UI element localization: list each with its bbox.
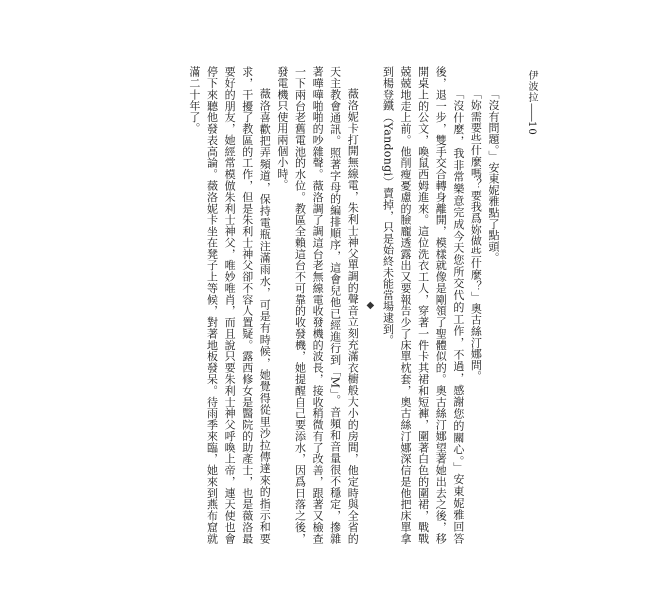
running-header bbox=[525, 70, 537, 136]
paragraph: 薇洛妮卡打開無線電，朱利士神父單調的聲音立刻充滿衣櫥般大小的房間，他定時與全省的天主教會通訊。照著字母的編排順序，這會兒他已經進行到「M」。音頻和音量很不穩定，摻雜著嘩嘩啪啪的吵雜聲。薇洛調了調這台老無線電收發機的波長，接收稍微有了改善，跟著又檢查一下兩台老舊電池的水位。教區全賴這台不可靠的收發機，她提醒自己要添水，因爲日落之後，發電機只使用兩個小時。 bbox=[275, 66, 360, 544]
paragraph: 「沒有問題。」安東妮雅點了點頭。 bbox=[487, 88, 500, 264]
page-number: 10 bbox=[526, 121, 537, 136]
section-separator-icon: ◆ bbox=[364, 299, 376, 311]
paragraph: 薇洛喜歡把弄頻道，保持電瓶注滿雨水，可是有時候，她覺得從里沙拉傳達來的指示和要求，干擾了教區的工作，但是朱利士神父卻不容人置疑。露西修女是醫院的助產士，也是薇洛最要好的朋友，她經常模倣朱利士神父，唯妙唯肖，而且說只要朱利士神父呼喚上帝，連天使也會停下來聽他發表高論。薇洛妮卡坐在凳子上等候，對著地板發呆。待雨季來臨，她來到燕布窟就滿二十年了。 bbox=[187, 66, 272, 544]
paragraph: 「沒什麼，我非常樂意完成今天您所交代的工作，不過，感謝您的關心。」安東妮雅回答後，退一步，雙手交合轉身離開，模樣就像是剛領了聖體似的。奧古絲汀娜望著她出去之後，移開桌上的公文，喚鼠西姆進來。這位洗衣工人，穿著一件卡其裙和短褲，圍著白色的圍裙，戰戰兢兢地走上前。他削瘦憂慮的臉龐透露出又要報告少了床單枕套，奧古絲汀娜深信是他把床單拿到楊登鐵（Yandongi）賣掉，只是始終未能當場逮到。 bbox=[381, 66, 465, 544]
header-dash: —— bbox=[526, 103, 537, 121]
body-text bbox=[178, 66, 502, 544]
book-title: 伊波拉 bbox=[526, 70, 537, 103]
paragraph: 「妳需要些什麼嗎？要我爲妳做些什麼？」奧古絲汀娜問。 bbox=[469, 88, 483, 382]
